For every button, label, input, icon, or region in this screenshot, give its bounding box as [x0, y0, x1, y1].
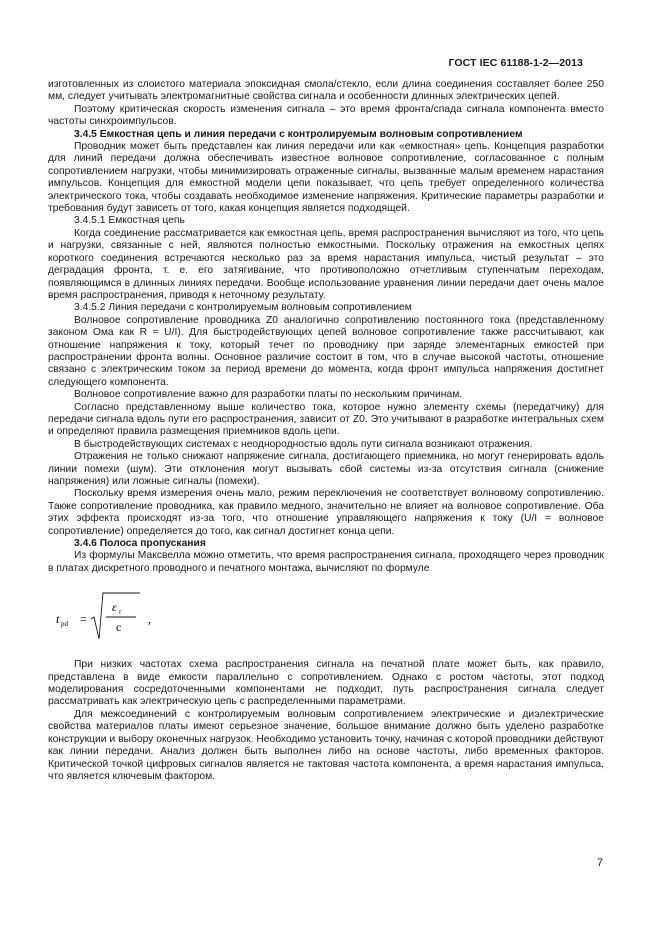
paragraph: Поскольку время измерения очень мало, режим переключения не соответствует волновому сопротивлению. Также сопротивление проводника, как правило медного, значительно не влияет на волновое сопротивление. Оба этих эффекта происходят из-за того, что отношение управляющего напряжения к току (U/I = волновое сопротивление) определяется до того, как сигнал достигнет конца цепи. — [48, 488, 604, 537]
paragraph: Волновое сопротивление важно для разработки платы по нескольким причинам. — [74, 389, 463, 401]
formula-lhs: t — [56, 612, 60, 627]
formula-equals: = — [80, 612, 87, 627]
paragraph: Согласно представленному выше количество тока, которое нужно элементу схемы (передатчику) для передачи сигнала вдоль пути его распространения, зависит от Z0. Это учитывают в разработке интегральных схем и определяют правила размещения приемников вдоль цепи. — [48, 401, 604, 438]
paragraph: Из формулы Максвелла можно отметить, что время распространения сигнала, проходящего через проводник в платах дискретного проводного и печатного монтажа, вычисляют по формуле — [48, 550, 604, 574]
paragraph: Проводник может быть представлен как линия передачи или как «емкостная» цепь. Концепция разработки для линий передачи должна обеспечивать известное волновое сопротивление, согласованное с полным сопротивлением нагрузки, чтобы минимизировать отраженные сигналы, вызванные малым временем нарастания импульсов. Концепция для емкостной модели цепи показывает, что цепь требует определенного количества электрического тока, чтобы создавать необходимое изменение напряжения. Критические параметры разработки и требования будут зависеть от того, какая концепция является подходящей. — [48, 141, 604, 215]
paragraph: Волновое сопротивление проводника Z0 аналогично сопротивлению постоянного тока (представленному законом Ома как R = U/I). Для быстродействующих цепей волновое сопротивление также рассчитывают, как отношение напряжения к току, который течет по проводнику при заряде элементарных емкостей при распространении фронта волны. Основное различие состоит в том, что в случае высокой частоты, отношение связано с электрическим током за период времени до момента, когда фронт импульса напряжения достигнет следующего компонента. — [48, 314, 604, 388]
body-text — [48, 79, 604, 783]
formula-denominator: c — [116, 620, 122, 635]
formula-lhs-subscript: pd — [61, 620, 68, 629]
formula-numerator-subscript: r — [119, 608, 122, 617]
page-number: 7 — [596, 857, 603, 869]
propagation-time-formula — [48, 581, 604, 651]
formula-numerator: ε — [112, 600, 117, 615]
paragraph: изготовленных из слоистого материала эпоксидная смола/стекло, если длина соединения составляет более 250 мм, следует учитывать электромагнитные свойства сигнала и особенности длинных электрических цепей. — [48, 79, 604, 103]
paragraph: При низких частотах схема распространения сигнала на печатной плате может быть, как правило, представлена в виде емкости параллельно с сопротивлением. Однако с ростом частоты, этот подход моделирования сосредоточенными компонентами не подходит, путь распространения сигнала следует рассматривать как электрическую цепь с распределенными параметрами. — [48, 659, 604, 708]
document-header: ГОСТ IEC 61188-1-2—2013 — [448, 57, 583, 69]
formula-tail: , — [148, 612, 151, 627]
section-heading: 3.4.6 Полоса пропускания — [74, 538, 206, 550]
paragraph: В быстродействующих системах с неоднородностью вдоль пути сигнала возникают отражения. — [74, 438, 533, 450]
subsection-heading: 3.4.5.2 Линия передачи с контролируемым волновым сопротивлением — [74, 302, 412, 314]
paragraph: Когда соединение рассматривается как емкостная цепь, время распространения вычисляют из того, что цепь и нагрузки, связанные с ней, являются полностью емкостными. Поскольку отражения на емкостных цепях короткого соединения встречаются несколько раз за время нарастания импульса, чистый результат – это деградация фронта, т. е. его затягивание, что противоположно отчетливым ступенчатым переходам, появляющимся в длинных линиях передачи. Вообще использование уравнения линии передачи дает очень малое время распространения, приводя к неточному результату. — [48, 227, 604, 301]
paragraph: Отражения не только снижают напряжение сигнала, достигающего приемника, но могут генерировать вдоль линии помехи (шум). Эти отклонения могут вызывать сбой системы из-за отсутствия сигнала (снижение напряжения) или ложные сигналы (помехи). — [48, 451, 604, 487]
paragraph: Для межсоединений с контролируемым волновым сопротивлением электрические и диэлектрические свойства материалов платы имеют серьезное значение, большое внимание должно быть уделено разработке конструкции и выбору оконечных нагрузок. Необходимо установить точку, начиная с которой проводники действуют как линии передачи. Анализ должен быть выполнен либо на основе частоты, либо временных факторов. Критической точкой цифровых сигналов является не тактовая частота компонента, а время нарастания импульса, что является ключевым фактором. — [48, 708, 604, 782]
paragraph: Поэтому критическая скорость изменения сигнала – это время фронта/спада сигнала компонента вместо частоты синхроимпульсов. — [48, 103, 604, 128]
subsection-heading: 3.4.5.1 Емкостная цепь — [74, 215, 185, 227]
formula-graphic — [48, 581, 178, 651]
section-heading: 3.4.5 Емкостная цепь и линия передачи с контролируемым волновым сопротивлением — [74, 128, 523, 140]
